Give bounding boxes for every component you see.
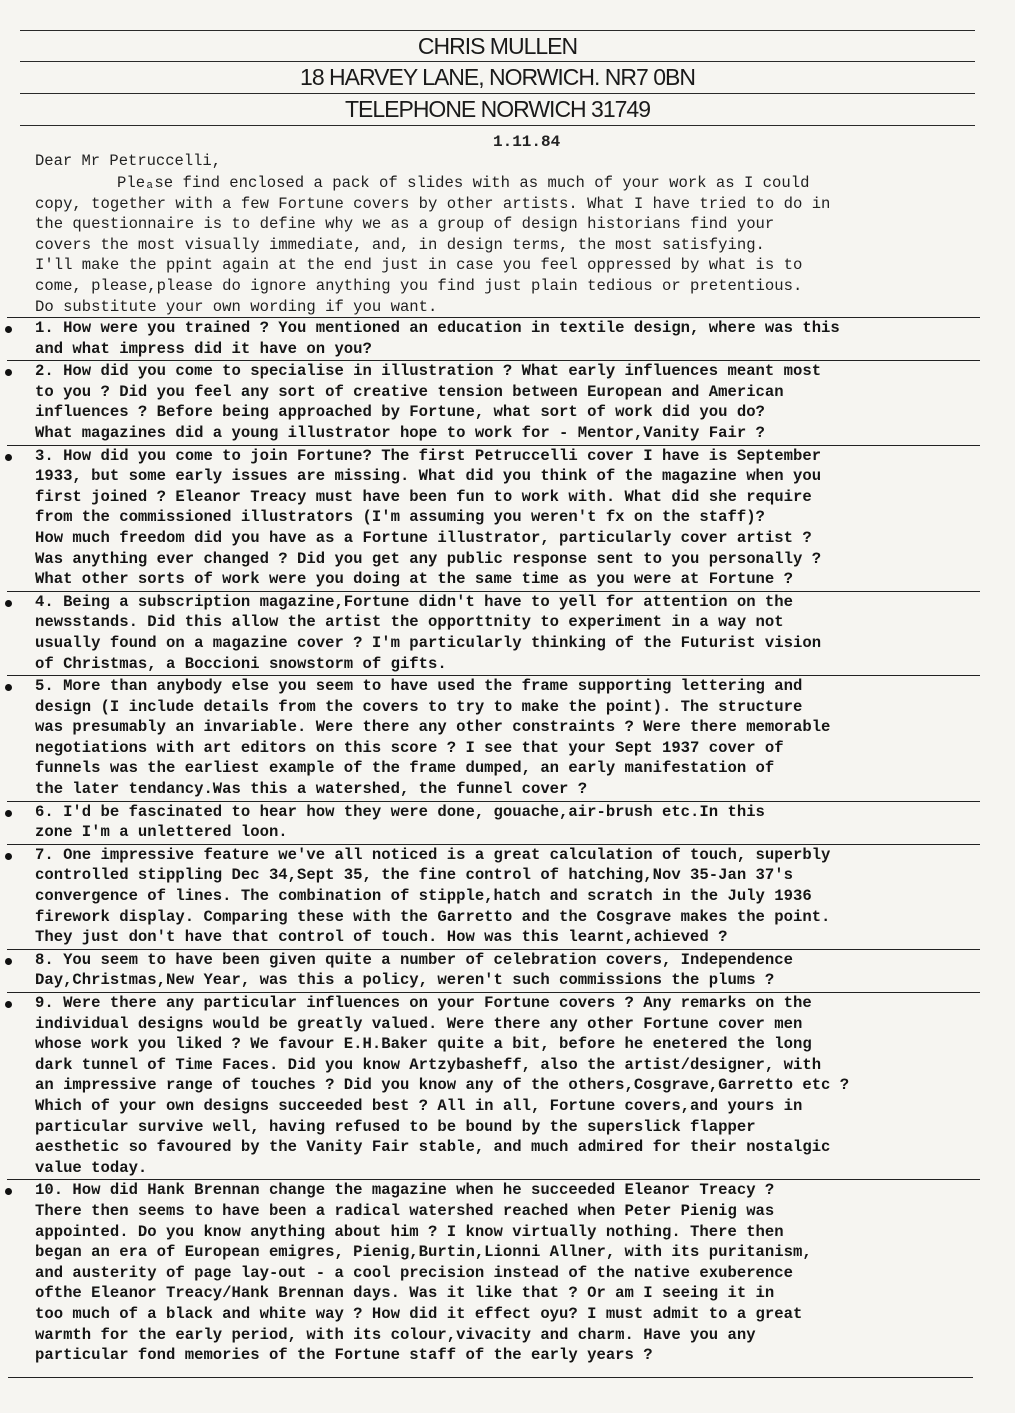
- question-line: too much of a black and white way ? How did it effect oyu? I must admit to a great: [35, 1304, 803, 1323]
- question-3: [35, 445, 975, 591]
- question-line: design (I include details from the covers to try to make the point). The structure: [35, 697, 803, 716]
- intro-line: covers the most visually immediate, and, in design terms, the most satisfying.: [35, 235, 765, 254]
- question-7: [35, 844, 975, 949]
- question-line: They just don't have that control of touch. How was this learnt,achieved ?: [35, 928, 728, 947]
- question-line: 2. How did you come to specialise in illustration ? What early influences meant most: [35, 362, 822, 381]
- question-line: and what impress did it have on you?: [35, 339, 372, 358]
- letterhead: [20, 30, 975, 126]
- question-line: the later tendancy.Was this a watershed, the funnel cover ?: [35, 780, 588, 799]
- question-line: particular fond memories of the Fortune staff of the early years ?: [35, 1346, 653, 1365]
- question-line: 7. One impressive feature we've all noticed is a great calculation of touch, superbly: [35, 845, 831, 864]
- question-line: negotiations with art editors on this score ? I see that your Sept 1937 cover of: [35, 738, 784, 757]
- intro-line: come, please,please do ignore anything you find just plain tedious or pretentious.: [35, 276, 803, 295]
- question-line: firework display. Comparing these with the Garretto and the Cosgrave makes the point.: [35, 907, 831, 926]
- intro-line: I'll make the ppint again at the end just in case you feel oppressed by what is to: [35, 256, 803, 275]
- question-line: 5. More than anybody else you seem to have used the frame supporting lettering and: [35, 677, 803, 696]
- question-line: usually found on a magazine cover ? I'm particularly thinking of the Futurist vision: [35, 633, 822, 652]
- question-line: 6. I'd be fascinated to hear how they were done, gouache,air-brush etc.In this: [35, 802, 765, 821]
- question-line: What magazines did a young illustrator hope to work for - Mentor,Vanity Fair ?: [35, 423, 765, 442]
- question-line: began an era of European emigres, Pienig,Burtin,Lionni Allner, with its puritanism,: [35, 1243, 812, 1262]
- question-line: whose work you liked ? We favour E.H.Baker quite a bit, before he enetered the long: [35, 1035, 812, 1054]
- letter-date: 1.11.84: [493, 133, 561, 151]
- question-10: [35, 1179, 975, 1366]
- question-line: was presumably an invariable. Were there any other constraints ? Were there memorable: [35, 718, 831, 737]
- bullet-dot-icon: [5, 1188, 12, 1195]
- bullet-dot-icon: [5, 684, 12, 691]
- question-5: [35, 675, 975, 801]
- question-line: newsstands. Did this allow the artist the opporttnity to experiment in a way not: [35, 613, 784, 632]
- salutation: Dear Mr Petruccelli,: [35, 152, 222, 170]
- question-line: zone I'm a unlettered loon.: [35, 823, 288, 842]
- question-9: [35, 992, 975, 1179]
- question-line: There then seems to have been a radical watershed reached when Peter Pienig was: [35, 1201, 775, 1220]
- question-line: influences ? Before being approached by Fortune, what sort of work did you do?: [35, 403, 765, 422]
- letterhead-address: 18 HARVEY LANE, NORWICH. NR7 0BN: [20, 62, 975, 94]
- question-line: Was anything ever changed ? Did you get any public response sent to you personally ?: [35, 549, 822, 568]
- question-line: 4. Being a subscription magazine,Fortune didn't have to yell for attention on the: [35, 592, 793, 611]
- intro-line: copy, together with a few Fortune covers by other artists. What I have tried to do in: [35, 194, 831, 213]
- question-line: convergence of lines. The combination of stipple,hatch and scratch in the July 1936: [35, 887, 812, 906]
- bullet-dot-icon: [5, 600, 12, 607]
- question-line: What other sorts of work were you doing at the same time as you were at Fortune ?: [35, 570, 793, 589]
- question-line: first joined ? Eleanor Treacy must have been fun to work with. What did she require: [35, 487, 812, 506]
- question-line: warmth for the early period, with its colour,vivacity and charm. Have you any: [35, 1325, 756, 1344]
- divider-rule: [7, 317, 980, 318]
- question-line: Which of your own designs succeeded best ? All in all, Fortune covers,and yours in: [35, 1096, 803, 1115]
- question-line: funnels was the earliest example of the frame dumped, an early manifestation of: [35, 759, 775, 778]
- question-line: Day,Christmas,New Year, was this a policy, weren't such commissions the plums ?: [35, 971, 775, 990]
- intro-paragraph: [35, 173, 970, 317]
- question-line: to you ? Did you feel any sort of creative tension between European and American: [35, 382, 784, 401]
- letterhead-telephone: TELEPHONE NORWICH 31749: [20, 94, 975, 126]
- question-line: of Christmas, a Boccioni snowstorm of gifts.: [35, 654, 447, 673]
- question-8: [35, 949, 975, 992]
- bullet-dot-icon: [5, 454, 12, 461]
- question-line: controlled stippling Dec 34,Sept 35, the fine control of hatching,Nov 35-Jan 37's: [35, 866, 793, 885]
- question-2: [35, 360, 975, 444]
- bullet-dot-icon: [5, 326, 12, 333]
- question-line: particular survive well, having refused to be bound by the superslick flapper: [35, 1117, 756, 1136]
- closing-divider-rule: [8, 1377, 973, 1378]
- letterhead-name: CHRIS MULLEN: [20, 30, 975, 62]
- questionnaire: [35, 317, 975, 1367]
- bullet-dot-icon: [5, 1001, 12, 1008]
- question-line: appointed. Do you know anything about him ? I know virtually nothing. There then: [35, 1222, 784, 1241]
- question-line: an impressive range of touches ? Did you know any of the others,Cosgrave,Garretto etc ?: [35, 1076, 850, 1095]
- question-line: 1933, but some early issues are missing. What did you think of the magazine when you: [35, 467, 822, 486]
- question-line: 9. Were there any particular influences on your Fortune covers ? Any remarks on the: [35, 994, 812, 1012]
- intro-line: Do substitute your own wording if you want.: [35, 297, 438, 316]
- bullet-dot-icon: [5, 958, 12, 965]
- question-line: 10. How did Hank Brennan change the magazine when he succeeded Eleanor Treacy ?: [35, 1181, 775, 1200]
- bullet-dot-icon: [5, 369, 12, 376]
- question-line: value today.: [35, 1158, 148, 1177]
- intro-line: Pleₐse find enclosed a pack of slides with as much of your work as I could: [117, 174, 810, 192]
- question-1: [35, 317, 975, 360]
- question-line: and austerity of page lay-out - a cool precision instead of the native exuberence: [35, 1263, 793, 1282]
- question-line: How much freedom did you have as a Fortune illustrator, particularly cover artist ?: [35, 528, 812, 547]
- question-line: ofthe Eleanor Treacy/Hank Brennan days. Was it like that ? Or am I seeing it in: [35, 1284, 775, 1303]
- question-line: 8. You seem to have been given quite a number of celebration covers, Independence: [35, 950, 793, 969]
- question-line: from the commissioned illustrators (I'm assuming you weren't fx on the staff)?: [35, 508, 765, 527]
- question-line: aesthetic so favoured by the Vanity Fair stable, and much admired for their nostalgic: [35, 1138, 831, 1157]
- question-line: individual designs would be greatly valued. Were there any other Fortune cover men: [35, 1014, 803, 1033]
- intro-line: the questionnaire is to define why we as a group of design historians find your: [35, 215, 775, 234]
- bullet-dot-icon: [5, 810, 12, 817]
- question-line: dark tunnel of Time Faces. Did you know Artzybasheff, also the artist/designer, with: [35, 1055, 822, 1074]
- question-4: [35, 591, 975, 675]
- bullet-dot-icon: [5, 853, 12, 860]
- question-6: [35, 801, 975, 844]
- question-line: 3. How did you come to join Fortune? The first Petruccelli cover I have is September: [35, 446, 822, 465]
- question-line: 1. How were you trained ? You mentioned an education in textile design, where was this: [35, 319, 840, 337]
